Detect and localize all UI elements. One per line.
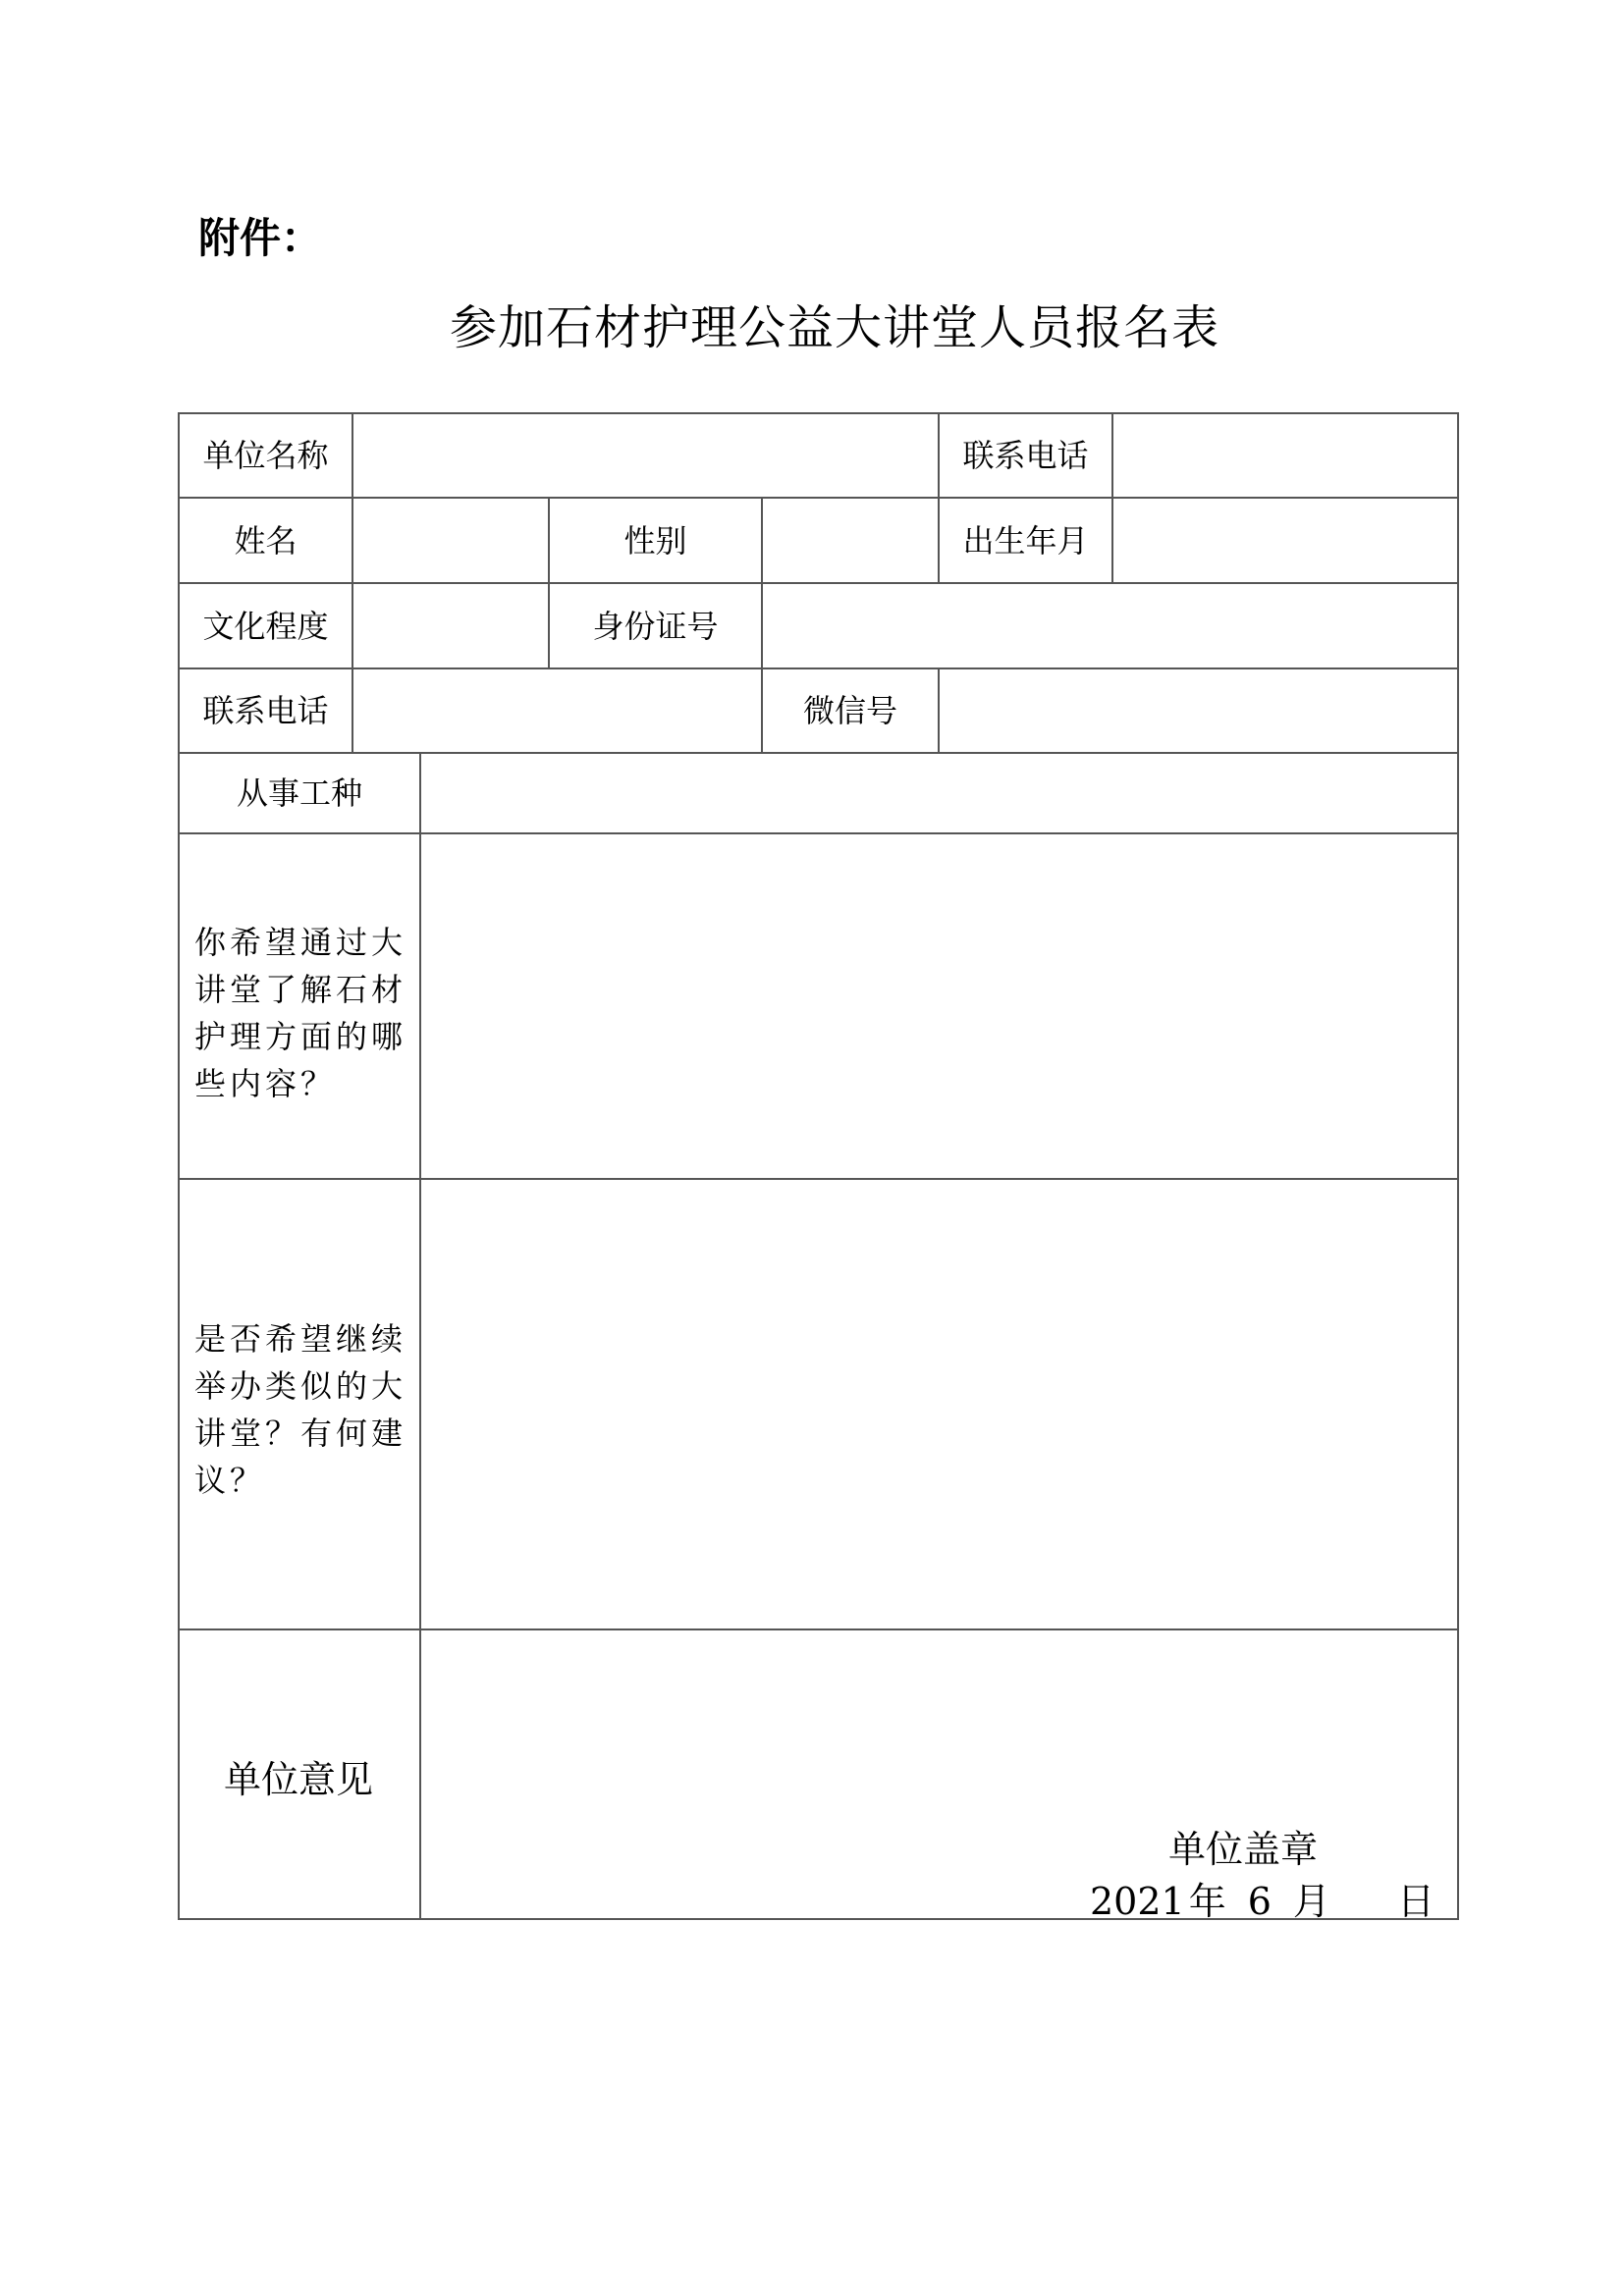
question-continue-suggestions	[194, 1315, 406, 1504]
row-divider	[178, 832, 1459, 834]
row-divider	[178, 582, 1459, 584]
label-education: 文化程度	[202, 607, 329, 645]
label-gender: 性别	[623, 521, 687, 560]
col-divider	[352, 412, 353, 499]
question-line: 讲堂？有何建	[194, 1415, 407, 1452]
col-divider	[352, 497, 353, 584]
date-month: 6	[1247, 1880, 1272, 1923]
date-line	[1090, 1871, 1435, 1925]
label-id-number: 身份证号	[592, 607, 719, 645]
date-year: 2021	[1090, 1880, 1185, 1923]
table-border-top	[178, 412, 1459, 414]
unit-seal-label: 单位盖章	[1168, 1828, 1319, 1871]
col-divider	[1111, 497, 1113, 584]
row-divider	[178, 1629, 1459, 1630]
question-line: 你希望通过大	[194, 924, 407, 961]
question-topics-interest	[194, 919, 406, 1107]
label-unit-opinion: 单位意见	[224, 1758, 374, 1801]
col-divider	[761, 582, 763, 669]
col-divider	[938, 667, 940, 754]
question-line: 举办类似的大	[194, 1367, 407, 1405]
row-divider	[178, 1178, 1459, 1180]
attachment-label: 附件：	[198, 214, 323, 262]
row-divider	[178, 497, 1459, 499]
page-title: 参加石材护理公益大讲堂人员报名表	[449, 300, 1219, 355]
label-name: 姓名	[234, 521, 298, 560]
col-divider	[352, 582, 353, 669]
label-birth-date: 出生年月	[962, 521, 1089, 560]
col-divider	[761, 497, 763, 584]
label-contact-phone: 联系电话	[962, 437, 1089, 474]
table-border-right	[1457, 412, 1459, 1920]
question-line: 讲堂了解石材	[194, 971, 407, 1008]
question-line: 些内容？	[194, 1065, 337, 1102]
label-contact-phone-2: 联系电话	[202, 692, 329, 729]
label-occupation: 从事工种	[236, 774, 362, 812]
col-divider	[352, 667, 353, 754]
question-line: 是否希望继续	[194, 1320, 407, 1358]
date-year-unit: 年	[1188, 1880, 1226, 1923]
label-wechat: 微信号	[802, 692, 897, 729]
question-line: 议？	[194, 1462, 266, 1499]
label-unit-name: 单位名称	[202, 437, 329, 474]
date-month-unit: 月	[1292, 1880, 1330, 1923]
question-line: 护理方面的哪	[194, 1018, 407, 1055]
col-divider	[1111, 412, 1113, 499]
col-divider	[419, 752, 421, 1920]
date-day-unit: 日	[1396, 1880, 1435, 1923]
